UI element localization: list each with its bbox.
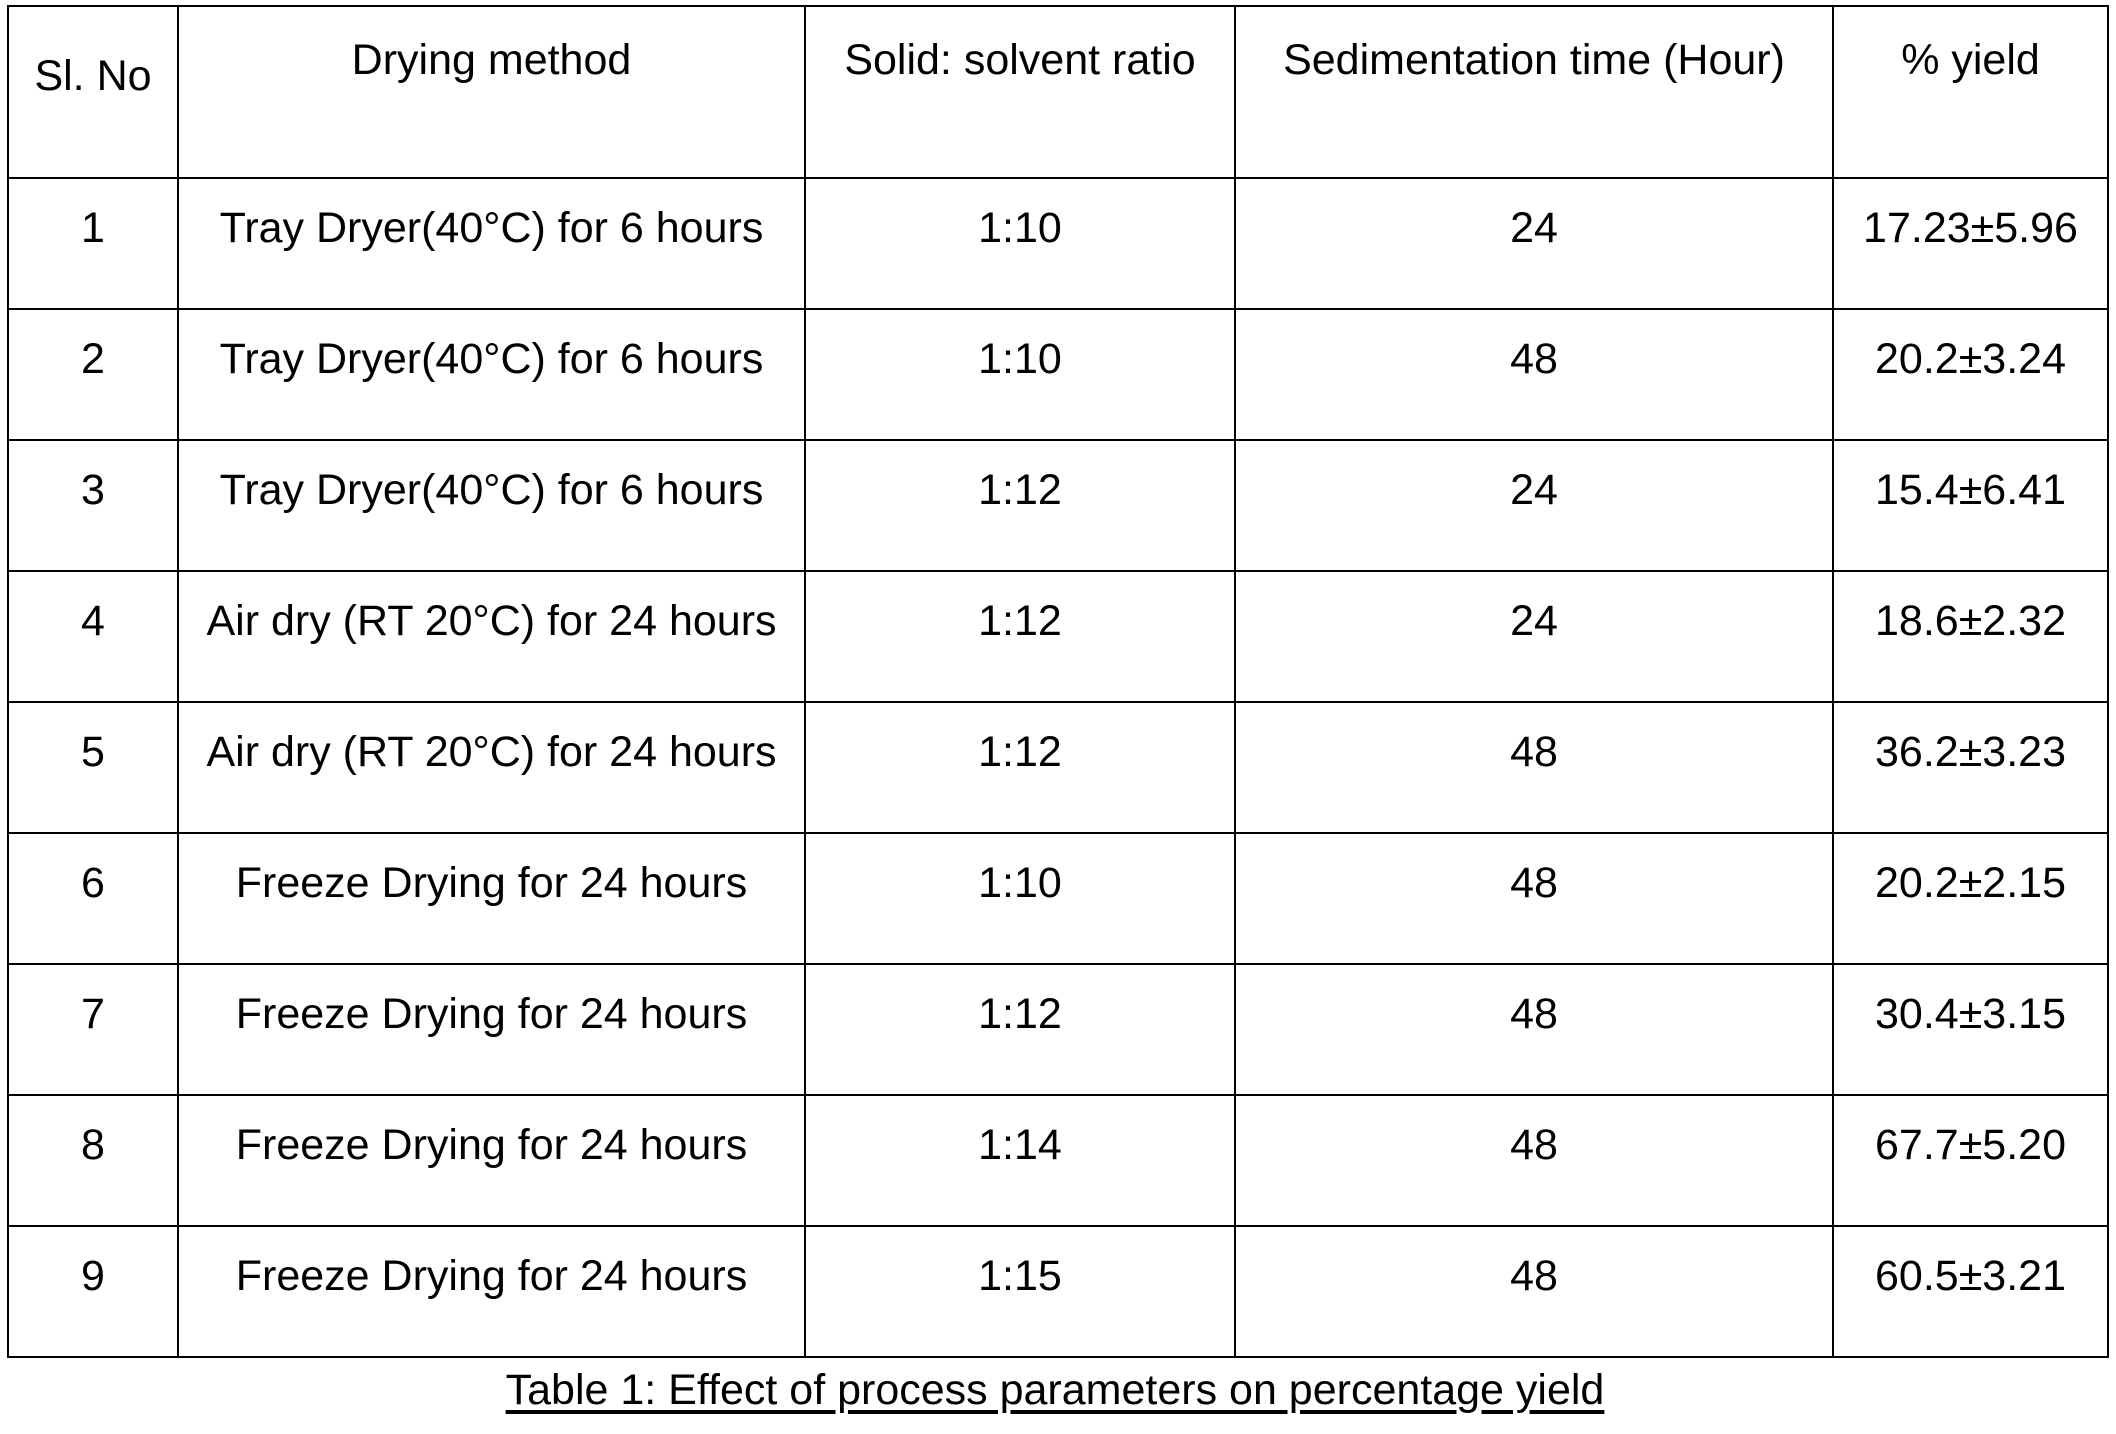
cell-sl-no: 2: [8, 309, 178, 440]
cell-solid-solvent-ratio: 1:12: [805, 440, 1235, 571]
cell-sedimentation-time: 24: [1235, 571, 1833, 702]
table-body: [8, 178, 2108, 1357]
cell-drying-method: Tray Dryer(40°C) for 6 hours: [178, 178, 805, 309]
cell-percent-yield: 18.6±2.32: [1833, 571, 2108, 702]
cell-solid-solvent-ratio: 1:10: [805, 309, 1235, 440]
cell-percent-yield: 20.2±3.24: [1833, 309, 2108, 440]
table-row: [8, 702, 2108, 833]
cell-percent-yield: 36.2±3.23: [1833, 702, 2108, 833]
table-caption: [0, 1366, 2116, 1415]
cell-sl-no: 9: [8, 1226, 178, 1357]
header-solid-solvent-ratio: Solid: solvent ratio: [805, 6, 1235, 178]
cell-percent-yield: 30.4±3.15: [1833, 964, 2108, 1095]
header-drying-method: Drying method: [178, 6, 805, 178]
cell-percent-yield: 15.4±6.41: [1833, 440, 2108, 571]
cell-sl-no: 6: [8, 833, 178, 964]
cell-sedimentation-time: 48: [1235, 702, 1833, 833]
cell-sedimentation-time: 48: [1235, 1095, 1833, 1226]
cell-drying-method: Freeze Drying for 24 hours: [178, 1095, 805, 1226]
cell-drying-method: Tray Dryer(40°C) for 6 hours: [178, 440, 805, 571]
cell-sl-no: 7: [8, 964, 178, 1095]
cell-drying-method: Freeze Drying for 24 hours: [178, 1226, 805, 1357]
cell-sedimentation-time: 48: [1235, 309, 1833, 440]
table-row: [8, 964, 2108, 1095]
cell-solid-solvent-ratio: 1:12: [805, 702, 1235, 833]
header-sl-no: Sl. No: [8, 6, 178, 178]
cell-sl-no: 5: [8, 702, 178, 833]
cell-sl-no: 8: [8, 1095, 178, 1226]
cell-drying-method: Air dry (RT 20°C) for 24 hours: [178, 702, 805, 833]
cell-sedimentation-time: 24: [1235, 440, 1833, 571]
table-header: [8, 6, 2108, 178]
cell-percent-yield: 17.23±5.96: [1833, 178, 2108, 309]
table-caption-text: Table 1: Effect of process parameters on percentage yield: [505, 1366, 1605, 1414]
cell-sl-no: 1: [8, 178, 178, 309]
cell-solid-solvent-ratio: 1:12: [805, 964, 1235, 1095]
cell-percent-yield: 60.5±3.21: [1833, 1226, 2108, 1357]
cell-sedimentation-time: 48: [1235, 833, 1833, 964]
cell-drying-method: Air dry (RT 20°C) for 24 hours: [178, 571, 805, 702]
table-row: [8, 1226, 2108, 1357]
table-row: [8, 178, 2108, 309]
table-row: [8, 440, 2108, 571]
cell-sl-no: 4: [8, 571, 178, 702]
cell-percent-yield: 67.7±5.20: [1833, 1095, 2108, 1226]
yield-table: [7, 5, 2109, 1358]
cell-sedimentation-time: 48: [1235, 1226, 1833, 1357]
cell-solid-solvent-ratio: 1:14: [805, 1095, 1235, 1226]
cell-sedimentation-time: 24: [1235, 178, 1833, 309]
cell-sl-no: 3: [8, 440, 178, 571]
table-row: [8, 571, 2108, 702]
header-row: [8, 6, 2108, 178]
cell-percent-yield: 20.2±2.15: [1833, 833, 2108, 964]
cell-solid-solvent-ratio: 1:12: [805, 571, 1235, 702]
yield-table-container: [7, 5, 2107, 1358]
cell-drying-method: Freeze Drying for 24 hours: [178, 964, 805, 1095]
cell-solid-solvent-ratio: 1:15: [805, 1226, 1235, 1357]
cell-sedimentation-time: 48: [1235, 964, 1833, 1095]
table-row: [8, 1095, 2108, 1226]
cell-solid-solvent-ratio: 1:10: [805, 833, 1235, 964]
header-sedimentation-time: Sedimentation time (Hour): [1235, 6, 1833, 178]
table-row: [8, 833, 2108, 964]
table-row: [8, 309, 2108, 440]
cell-drying-method: Freeze Drying for 24 hours: [178, 833, 805, 964]
header-percent-yield: % yield: [1833, 6, 2108, 178]
cell-drying-method: Tray Dryer(40°C) for 6 hours: [178, 309, 805, 440]
cell-solid-solvent-ratio: 1:10: [805, 178, 1235, 309]
